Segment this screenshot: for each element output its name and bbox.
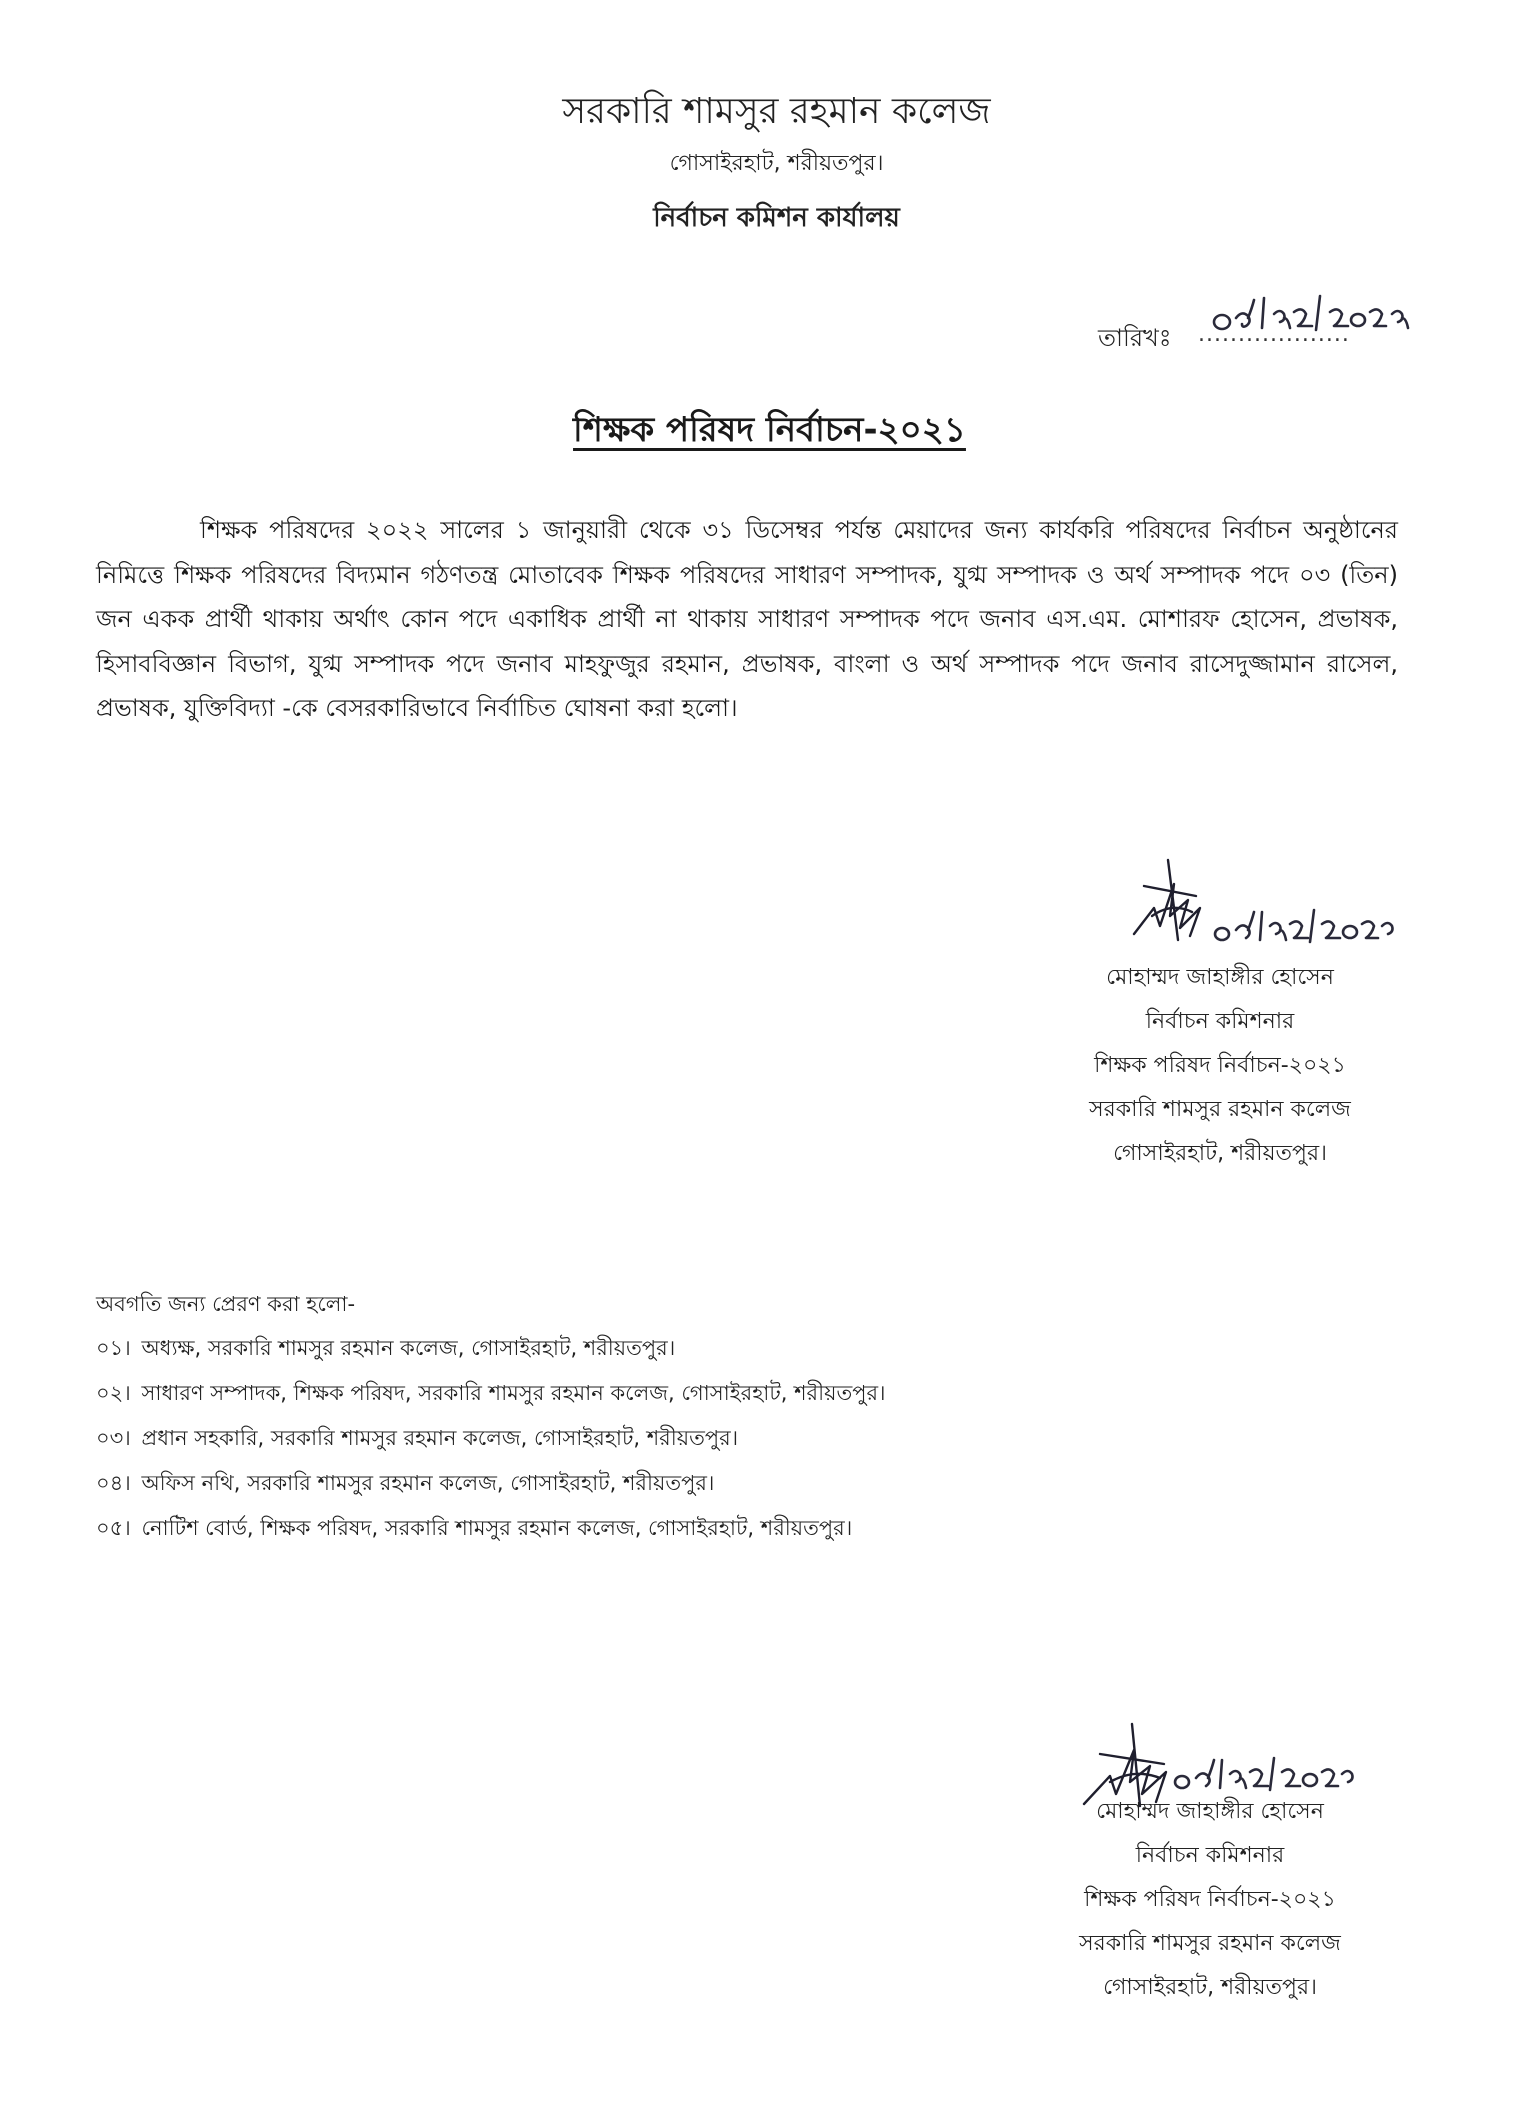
signature-1-date [1210,900,1400,950]
list-item-text: সাধারণ সম্পাদক, শিক্ষক পরিষদ, সরকারি শামসুর রহমান কলেজ, গোসাইরহাট, শরীয়তপুর। [141,1381,886,1405]
letterhead [0,88,1533,238]
date-label: তারিখঃ [1098,324,1172,352]
date-dots: ................... [1198,322,1350,347]
signatory-college: সরকারি শামসুর রহমান কলেজ [1089,1097,1351,1122]
list-item [96,1416,1296,1461]
college-name: সরকারি শামসুর রহমান কলেজ [562,91,991,132]
list-item-text: নোটিশ বোর্ড, শিক্ষক পরিষদ, সরকারি শামসুর রহমান কলেজ, গোসাইরহাট, শরীয়তপুর। [141,1516,853,1540]
signatory-name: মোহাম্মদ জাহাঙ্গীর হোসেন [1106,965,1334,990]
signature-1-mark [1130,856,1210,946]
date-block [1098,288,1418,358]
list-item-number: ০২। [96,1381,131,1405]
signatory-designation: নির্বাচন কমিশনার [1135,1843,1285,1868]
list-item-number: ০১। [96,1336,131,1360]
list-item [96,1371,1296,1416]
signatory-election: শিক্ষক পরিষদ নির্বাচন-২০২১ [1084,1887,1336,1912]
list-item-number: ০৪। [96,1471,131,1495]
list-item [96,1461,1296,1506]
signatory-address: গোসাইরহাট, শরীয়তপুর। [1103,1975,1317,2000]
signatory-college: সরকারি শামসুর রহমান কলেজ [1079,1931,1341,1956]
signatory-election: শিক্ষক পরিষদ নির্বাচন-২০২১ [1094,1053,1346,1078]
notice-body: শিক্ষক পরিষদের ২০২২ সালের ১ জানুয়ারী থেকে ৩১ ডিসেম্বর পর্যন্ত মেয়াদের জন্য কার্যকরি পরিষদের নির্বাচন অনুষ্ঠানের নিমিত্তে শিক্ষক পরিষদের বিদ্যমান গঠণতন্ত্র মোতাবেক শিক্ষক পরিষদের সাধারণ সম্পাদক, যুগ্ম সম্পাদক ও অর্থ সম্পাদক পদে ০৩ (তিন) জন একক প্রার্থী থাকায় অর্থাৎ কোন পদে একাধিক প্রার্থী না থাকায় সাধারণ সম্পাদক পদে জনাব এস.এম. মোশারফ হোসেন, প্রভাষক, হিসাববিজ্ঞান বিভাগ, যুগ্ম সম্পাদক পদে জনাব মাহফুজুর রহমান, প্রভাষক, বাংলা ও অর্থ সম্পাদক পদে জনাব রাসেদুজ্জামান রাসেল, প্রভাষক, যুক্তিবিদ্যা -কে বেসরকারিভাবে নির্বাচিত ঘোষনা করা হলো। [96,516,1398,722]
list-item-number: ০৩। [96,1426,131,1450]
handwritten-date [1208,288,1418,336]
notice-title-text: শিক্ষক পরিষদ নির্বাচন-২০২১ [573,410,966,450]
signature-block-1 [1000,956,1440,1176]
list-item [96,1506,1296,1551]
signature-block-2 [990,1790,1430,2010]
office-name: নির্বাচন কমিশন কার্যালয় [653,203,900,233]
signatory-address: গোসাইরহাট, শরীয়তপুর। [1113,1141,1327,1166]
list-item-text: প্রধান সহকারি, সরকারি শামসুর রহমান কলেজ, গোসাইরহাট, শরীয়তপুর। [141,1426,739,1450]
list-item-number: ০৫। [96,1516,131,1540]
list-item-text: অধ্যক্ষ, সরকারি শামসুর রহমান কলেজ, গোসাইরহাট, শরীয়তপুর। [141,1336,676,1360]
signatory-name: মোহাম্মদ জাহাঙ্গীর হোসেন [1096,1799,1324,1824]
distribution-intro: অবগতি জন্য প্রেরণ করা হলো- [96,1292,356,1316]
distribution-list [96,1282,1296,1551]
list-item [96,1326,1296,1371]
college-address: গোসাইরহাট, শরীয়তপুর। [669,151,884,176]
list-item-text: অফিস নথি, সরকারি শামসুর রহমান কলেজ, গোসাইরহাট, শরীয়তপুর। [141,1471,715,1495]
notice-title [0,404,1533,461]
signatory-designation: নির্বাচন কমিশনার [1145,1009,1295,1034]
